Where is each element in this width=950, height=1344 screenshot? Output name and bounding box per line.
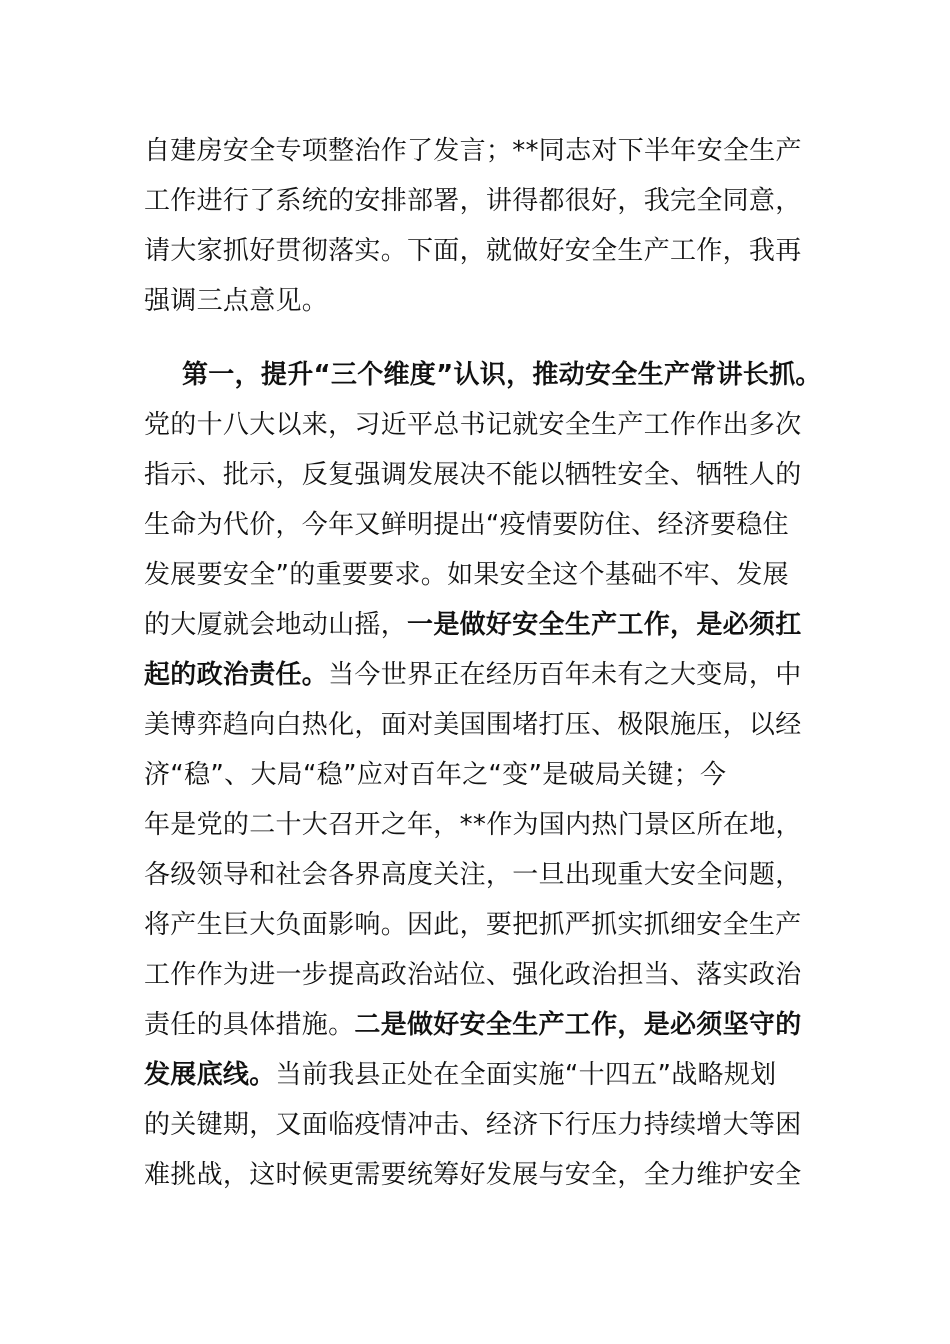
text-line: 工作进行了系统的安排部署，讲得都很好，我完全同意，: [144, 186, 802, 216]
document-body: [144, 126, 822, 1200]
text-line: 的关键期，又面临疫情冲击、经济下行压力持续增大等困: [144, 1110, 802, 1140]
text-line: 自建房安全专项整治作了发言；**同志对下半年安全生产: [144, 136, 802, 166]
text-line: 指示、批示，反复强调发展决不能以牺牲安全、牺牲人的: [144, 460, 802, 490]
paragraph-1: [144, 126, 814, 326]
paragraph-2: [144, 350, 822, 1200]
text-line: 生命为代价，今年又鲜明提出“疫情要防住、经济要稳住: [144, 510, 789, 540]
text-line: [144, 1000, 814, 1050]
text-segment: 当前我县正处在全面实施“十四五”战略规划: [275, 1060, 777, 1090]
text-line: 党的十八大以来，习近平总书记就安全生产工作作出多次: [144, 410, 802, 440]
text-line: [144, 600, 814, 650]
text-line: 发展要安全”的重要要求。如果安全这个基础不牢、发展: [144, 560, 789, 590]
bold-point-two-end: 发展底线。: [144, 1060, 276, 1090]
text-line: 各级领导和社会各界高度关注，一旦出现重大安全问题，: [144, 860, 802, 890]
text-line: 强调三点意见。: [144, 286, 329, 316]
bold-point-one-end: 起的政治责任。: [144, 660, 329, 690]
text-line: [144, 1050, 814, 1100]
bold-point-two: 二是做好安全生产工作，是必须坚守的: [354, 1010, 802, 1040]
text-line: 美博弈趋向白热化，面对美国围堵打压、极限施压，以经: [144, 710, 802, 740]
text-line: 年是党的二十大召开之年，**作为国内热门景区所在地，: [144, 810, 802, 840]
text-line: 难挑战，这时候更需要统筹好发展与安全，全力维护安全: [144, 1160, 802, 1190]
text-segment: 当今世界正在经历百年未有之大变局，中: [328, 660, 802, 690]
section-heading: 第一，提升“三个维度”认识，推动安全生产常讲长抓。: [182, 360, 822, 390]
text-line: 将产生巨大负面影响。因此，要把抓严抓实抓细安全生产: [144, 910, 802, 940]
text-segment: 责任的具体措施。: [144, 1010, 355, 1040]
text-line: 工作作为进一步提高政治站位、强化政治担当、落实政治: [144, 960, 802, 990]
text-segment: 的大厦就会地动山摇，: [144, 610, 408, 640]
text-line: [144, 650, 814, 700]
bold-point-one: 一是做好安全生产工作，是必须扛: [407, 610, 802, 640]
text-line: 济“稳”、大局“稳”应对百年之“变”是破局关键；今: [144, 760, 727, 790]
text-line: 请大家抓好贯彻落实。下面，就做好安全生产工作，我再: [144, 236, 802, 266]
